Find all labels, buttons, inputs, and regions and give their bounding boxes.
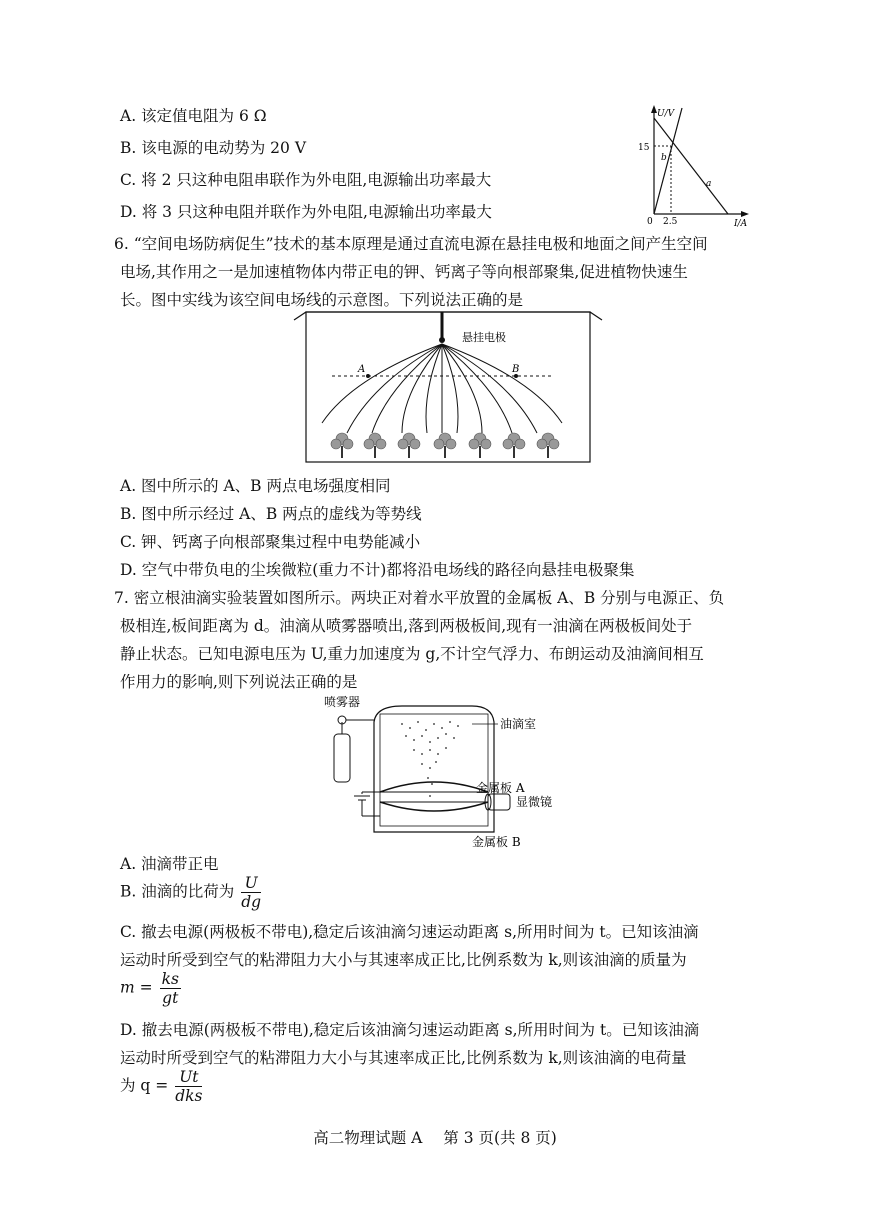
q7-millikan-figure: [322, 692, 562, 852]
mass-lhs: m =: [120, 978, 153, 997]
plate-b-label: 金属板 B: [472, 835, 521, 849]
q6-stem-1: 6. “空间电场防病促生”技术的基本原理是通过直流电源在悬挂电极和地面之间产生空间: [114, 235, 708, 253]
q6-option-b: B. 图中所示经过 A、B 两点的虚线为等势线: [120, 505, 422, 523]
q6-field-figure: [292, 308, 604, 468]
q7-option-c-line2: 运动时所受到空气的粘滞阻力大小与其速率成正比,比例系数为 k,则该油滴的质量为: [120, 951, 687, 969]
plant-icon: [398, 433, 420, 458]
x-axis-label: I/A: [734, 219, 748, 229]
q7-stem-2: 极相连,板间距离为 d。油滴从喷雾器喷出,落到两极板间,现有一油滴在两极板间处于: [120, 617, 693, 635]
q5-option-d: D. 将 3 只这种电阻并联作为外电阻,电源输出功率最大: [120, 203, 492, 221]
y-tick: 15: [638, 143, 650, 153]
point-a-label: A: [358, 364, 366, 375]
q7-option-c-formula: [120, 970, 181, 1007]
plate-a-label: 金属板 A: [476, 781, 525, 795]
q6-option-d: D. 空气中带负电的尘埃微粒(重力不计)都将沿电场线的路径向悬挂电极聚集: [120, 561, 635, 579]
q7-stem-1: 7. 密立根油滴实验装置如图所示。两块正对着水平放置的金属板 A、B 分别与电源正、负: [114, 589, 725, 607]
q7-stem-4: 作用力的影响,则下列说法正确的是: [120, 673, 358, 691]
y-axis-label: U/V: [657, 109, 675, 119]
q7-stem-3: 静止状态。已知电源电压为 U,重力加速度为 g,不计空气浮力、布朗运动及油滴间相互: [120, 645, 704, 663]
plant-icon: [503, 433, 525, 458]
q6-stem-3: 长。图中实线为该空间电场线的示意图。下列说法正确的是: [120, 291, 524, 309]
fraction-denominator: dg: [241, 893, 262, 911]
page-footer: [0, 1126, 870, 1148]
q7-option-d-line2: 运动时所受到空气的粘滞阻力大小与其速率成正比,比例系数为 k,则该油滴的电荷量: [120, 1049, 687, 1067]
microscope-icon: [485, 794, 510, 810]
fraction-denominator: gt: [162, 989, 179, 1007]
footer-page-number: 第 3 页(共 8 页): [443, 1129, 557, 1147]
point-b-label: B: [512, 364, 520, 375]
plant-icon: [331, 433, 353, 458]
sprayer-label: 喷雾器: [324, 695, 361, 709]
plant-icon: [364, 433, 386, 458]
q7-option-d-line1: D. 撤去电源(两极板不带电),稳定后该油滴匀速运动距离 s,所用时间为 t。已知该油滴: [120, 1021, 700, 1039]
battery-icon: [354, 792, 380, 816]
x-tick: 2.5: [663, 217, 678, 227]
line-a: [654, 118, 728, 214]
line-a-label: a: [706, 179, 712, 189]
plant-icon: [434, 433, 456, 458]
q7-option-d-formula: [120, 1068, 202, 1105]
q6-stem-2: 电场,其作用之一是加速植物体内带正电的钾、钙离子等向根部聚集,促进植物快速生: [120, 263, 688, 281]
q6-option-c: C. 钾、钙离子向根部聚集过程中电势能减小: [120, 533, 421, 551]
q7-option-b: [120, 874, 261, 911]
fraction-numerator: U: [241, 874, 261, 893]
charge-lhs: 为 q =: [120, 1076, 169, 1095]
mass-fraction: [160, 970, 181, 1007]
option-b-text: B. 油滴的比荷为: [120, 882, 235, 901]
microscope-label: 显微镜: [516, 795, 553, 809]
q5-option-b: B. 该电源的电动势为 20 V: [120, 139, 307, 157]
electrode-label: 悬挂电极: [462, 331, 506, 344]
fraction-numerator: Ut: [175, 1068, 202, 1087]
q7-option-c-line1: C. 撤去电源(两极板不带电),稳定后该油滴匀速运动距离 s,所用时间为 t。已知该油滴: [120, 923, 699, 941]
line-b-label: b: [661, 153, 667, 163]
oil-droplets: [401, 721, 459, 797]
chamber-label: 油滴室: [500, 717, 537, 731]
plant-icon: [469, 433, 491, 458]
charge-mass-ratio-fraction: [241, 874, 261, 911]
q7-option-a: A. 油滴带正电: [120, 855, 219, 873]
origin-label: 0: [647, 217, 653, 227]
sprayer-icon: [334, 716, 374, 782]
q5-option-a: A. 该定值电阻为 6 Ω: [120, 107, 267, 125]
fraction-denominator: dks: [175, 1087, 203, 1105]
plant-icon: [537, 433, 559, 458]
charge-fraction: [175, 1068, 202, 1105]
fraction-numerator: ks: [161, 970, 179, 988]
q6-option-a: A. 图中所示的 A、B 两点电场强度相同: [120, 477, 391, 495]
footer-subject: 高二物理试题 A: [313, 1129, 423, 1147]
q5-option-c: C. 将 2 只这种电阻串联作为外电阻,电源输出功率最大: [120, 171, 492, 189]
q5-ui-graph: [636, 100, 756, 230]
